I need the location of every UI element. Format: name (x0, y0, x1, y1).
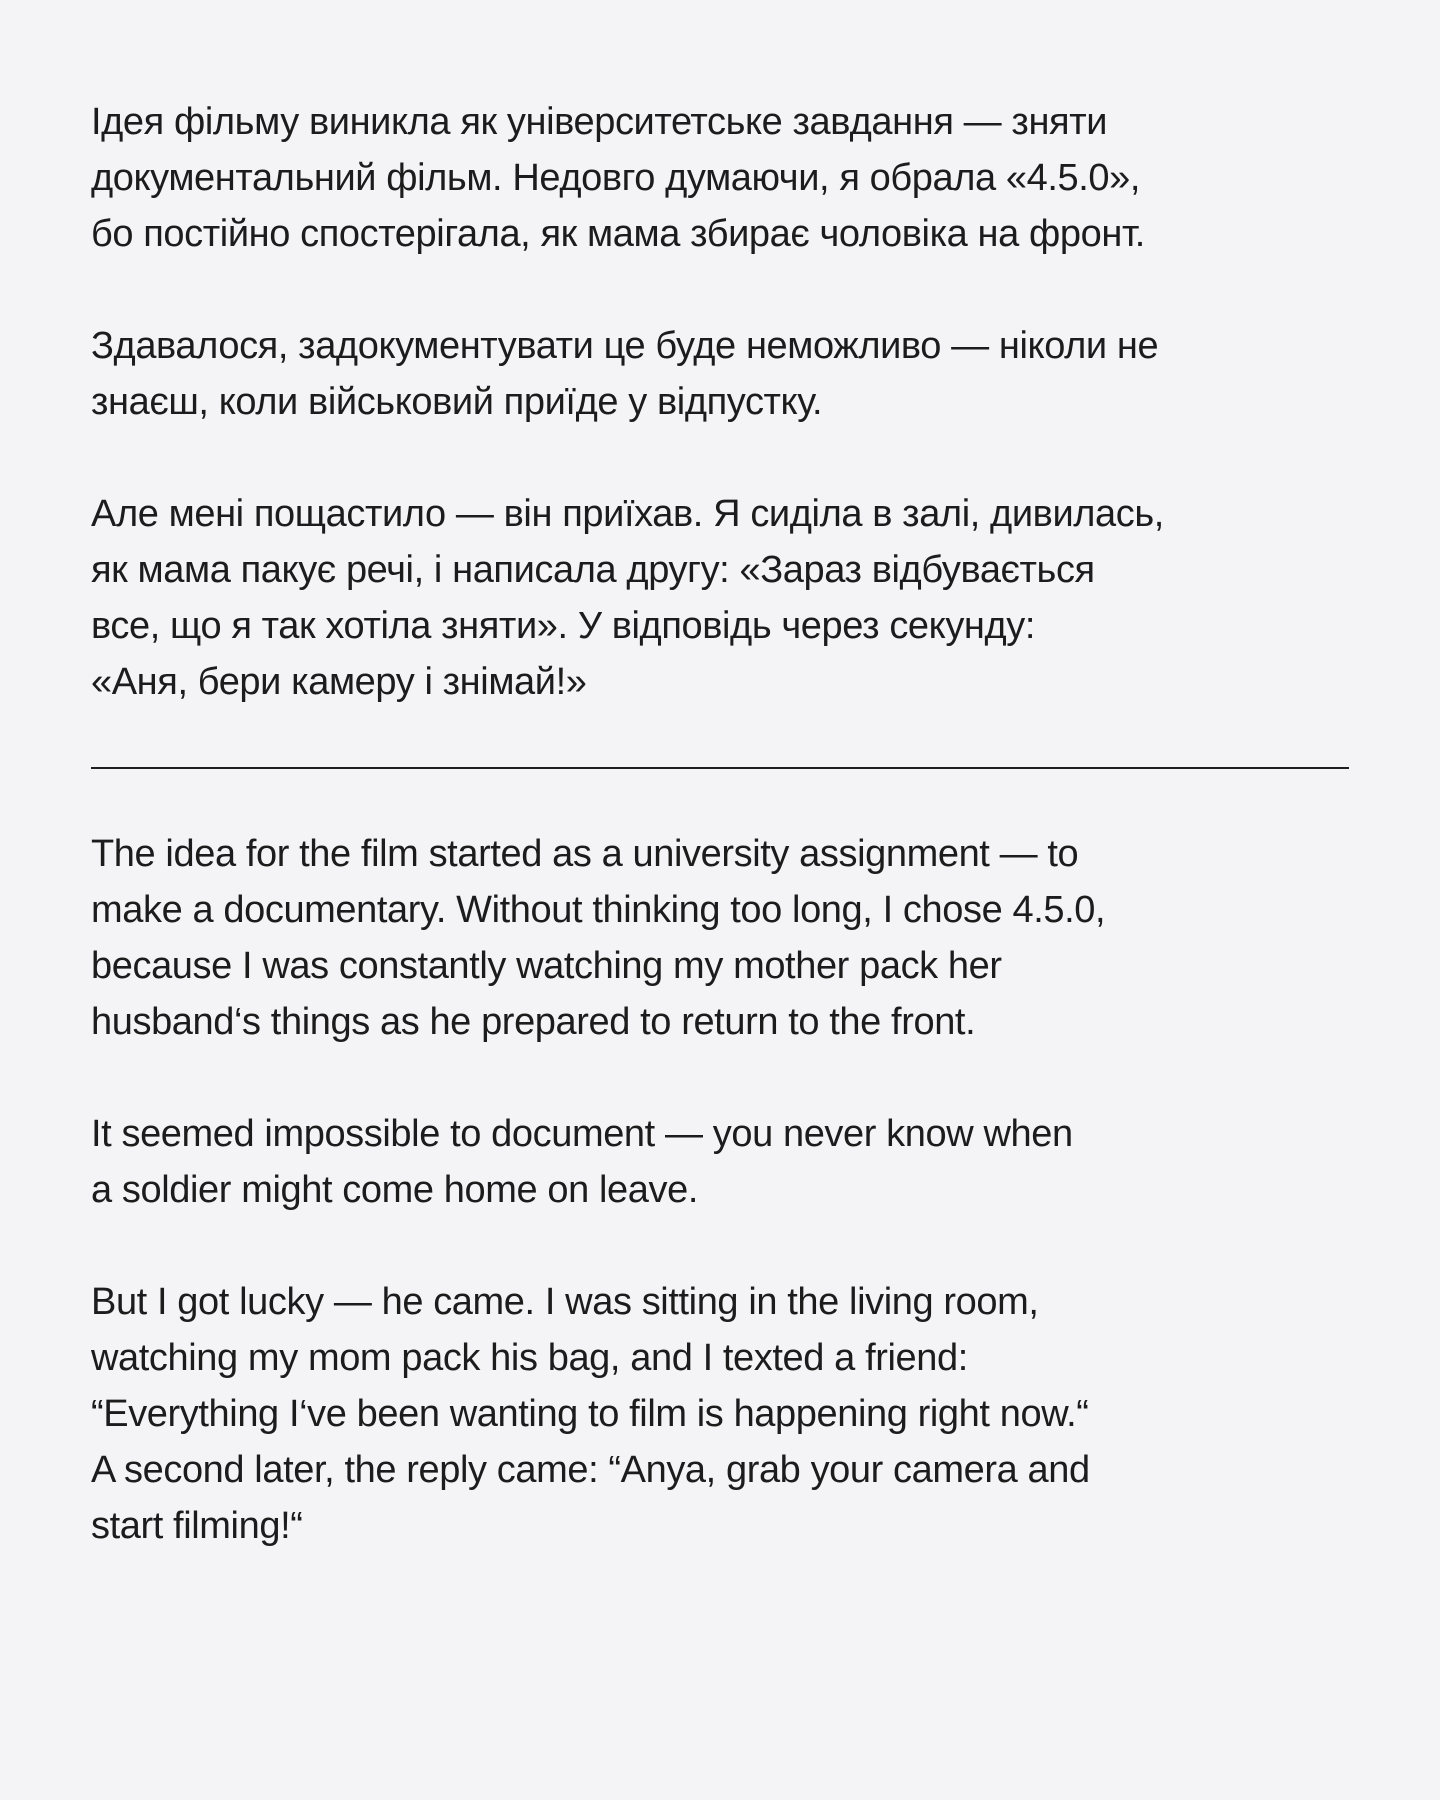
text-line: Але мені пощастило — він приїхав. Я сиділа в залі, дивилась, (91, 493, 1164, 535)
ukrainian-text-block (91, 94, 1349, 710)
english-paragraph-1 (91, 826, 1349, 1050)
text-line: husband‘s things as he prepared to return to the front. (91, 1001, 976, 1043)
text-line: як мама пакує речі, і написала другу: «Зараз відбувається (91, 549, 1095, 591)
text-line: make a documentary. Without thinking too long, I chose 4.5.0, (91, 889, 1106, 931)
text-line: документальний фільм. Недовго думаючи, я обрала «4.5.0», (91, 157, 1141, 199)
text-line: The idea for the film started as a university assignment — to (91, 833, 1079, 875)
text-line: все, що я так хотіла зняти». У відповідь через секунду: (91, 605, 1036, 647)
text-line: “Everything I‘ve been wanting to film is happening right now.“ (91, 1393, 1089, 1435)
ukrainian-paragraph-1 (91, 94, 1349, 262)
english-paragraph-2 (91, 1106, 1349, 1218)
text-line: But I got lucky — he came. I was sitting in the living room, (91, 1281, 1039, 1323)
text-line: A second later, the reply came: “Anya, grab your camera and (91, 1449, 1090, 1491)
text-line: because I was constantly watching my mother pack her (91, 945, 1002, 987)
text-line: a soldier might come home on leave. (91, 1169, 698, 1211)
text-line: watching my mom pack his bag, and I texted a friend: (91, 1337, 968, 1379)
text-line: start filming!“ (91, 1505, 303, 1547)
text-line: It seemed impossible to document — you never know when (91, 1113, 1073, 1155)
text-line: знаєш, коли військовий приїде у відпустку. (91, 381, 823, 423)
ukrainian-paragraph-2 (91, 318, 1349, 430)
english-paragraph-3 (91, 1274, 1349, 1554)
ukrainian-paragraph-3 (91, 486, 1349, 710)
text-line: бо постійно спостерігала, як мама збирає чоловіка на фронт. (91, 213, 1145, 255)
text-line: «Аня, бери камеру і знімай!» (91, 661, 587, 703)
text-line: Здавалося, задокументувати це буде неможливо — ніколи не (91, 325, 1159, 367)
section-divider (91, 767, 1349, 769)
text-line: Ідея фільму виникла як університетське завдання — зняти (91, 101, 1108, 143)
english-text-block (91, 826, 1349, 1554)
